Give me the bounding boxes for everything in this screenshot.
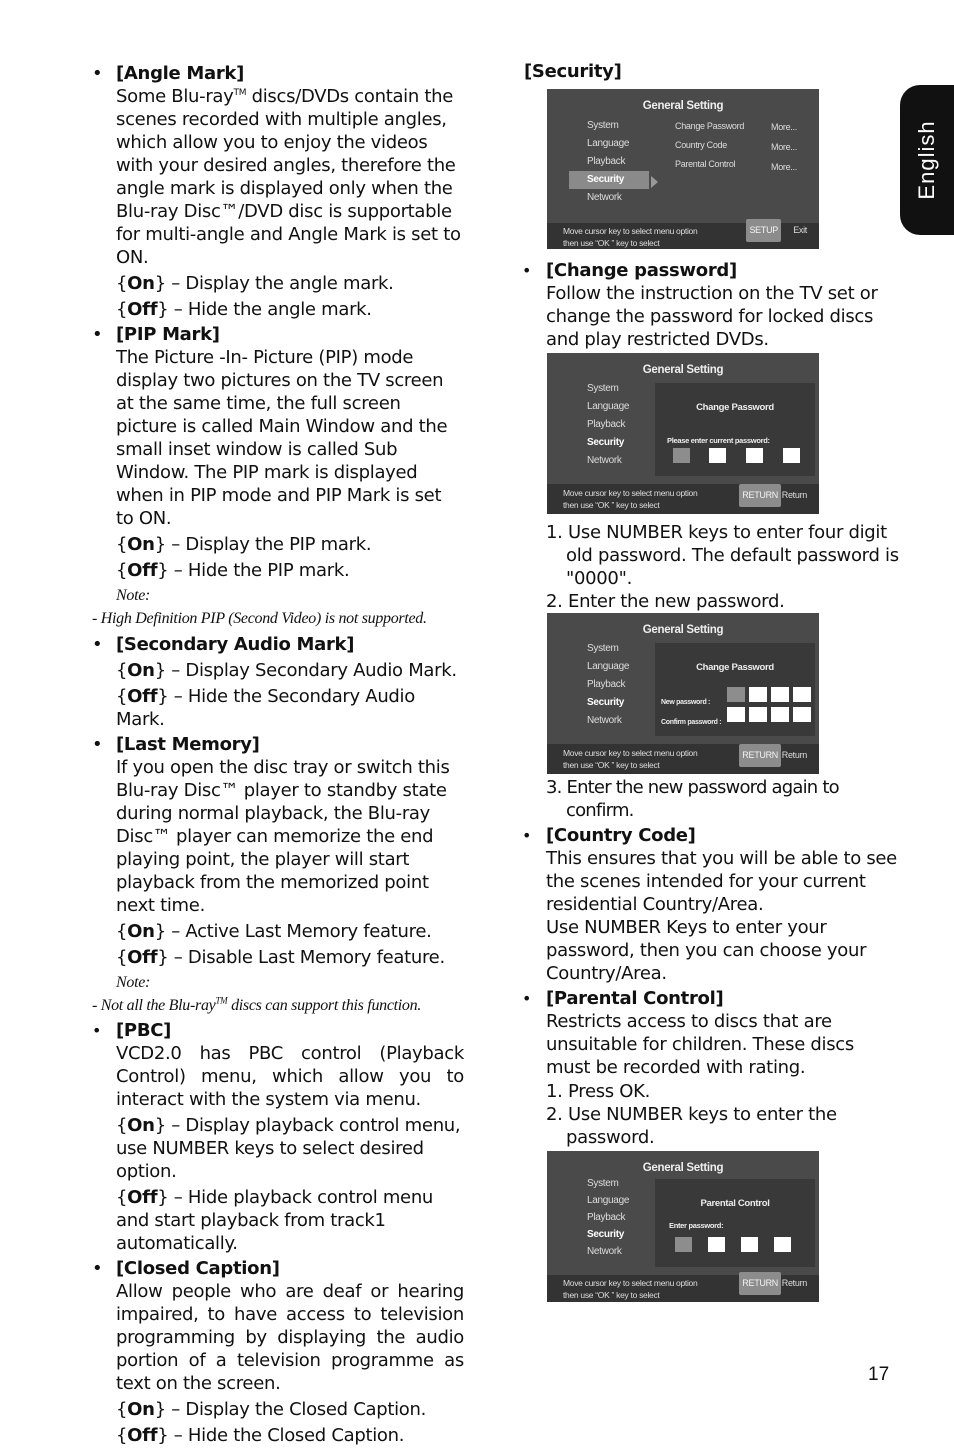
pip-note: - High Definition PIP (Second Video) is not supported. bbox=[92, 610, 427, 627]
password-digit-box[interactable] bbox=[673, 448, 690, 463]
new-password-label: New password : bbox=[661, 699, 711, 706]
step-1: 1. Use NUMBER keys to enter four digit old password. The default password is "0000". bbox=[546, 522, 899, 589]
language-tab bbox=[900, 85, 954, 235]
screen-footer: Move cursor key to select menu option then use “OK ” key to select bbox=[547, 484, 819, 514]
password-digit-box[interactable] bbox=[675, 1237, 692, 1252]
panel-title: Parental Control bbox=[700, 1198, 770, 1209]
security-options bbox=[675, 117, 744, 174]
right-column bbox=[522, 60, 902, 1302]
pip-mark-heading: [PIP Mark] bbox=[116, 324, 220, 345]
security-heading: [Security] bbox=[524, 61, 622, 82]
menu-item-language[interactable]: Language bbox=[587, 138, 630, 149]
menu-item-language[interactable]: Language bbox=[587, 661, 630, 672]
secondary-audio-off: {Off} – Hide the Secondary Audio Mark. bbox=[116, 686, 415, 730]
confirm-password-digit-box[interactable] bbox=[727, 707, 745, 722]
option-parental-control[interactable]: Parental Control bbox=[675, 159, 736, 169]
pbc-text: VCD2.0 has PBC control (Playback Control) menu, which allow you to interact with the system via menu. bbox=[116, 1043, 464, 1110]
closed-caption-text: Allow people who are deaf or hearing impaired, to have access to television programming by displaying the audio portion of a television programme as text on the screen. bbox=[116, 1281, 464, 1394]
option-change-password[interactable]: Change Password bbox=[675, 121, 745, 131]
setup-button[interactable]: SETUP bbox=[746, 219, 781, 242]
confirm-password-digit-box[interactable] bbox=[749, 707, 767, 722]
more-link[interactable]: More... bbox=[771, 122, 797, 132]
language-tab-label: English bbox=[914, 120, 939, 200]
password-digit-box[interactable] bbox=[774, 1237, 791, 1252]
menu-item-system[interactable]: System bbox=[587, 643, 619, 654]
return-label: Return bbox=[781, 750, 807, 760]
parental-control-section: • [Parental Control] Restricts access to discs that are unsuitable for children. These discs must be recorded with rating. 1. Press OK. 2. Use NUMBER keys to enter the password. bbox=[522, 987, 902, 1149]
change-password-panel bbox=[655, 383, 815, 476]
more-link[interactable]: More... bbox=[771, 162, 797, 172]
screen-parental-control bbox=[547, 1151, 819, 1302]
new-password-digit-box[interactable] bbox=[771, 687, 789, 702]
menu-item-security[interactable]: Security bbox=[587, 697, 625, 708]
parental-step-2: 2. Use NUMBER keys to enter the password. bbox=[546, 1104, 837, 1148]
new-password-digit-box[interactable] bbox=[727, 687, 745, 702]
country-code-text: This ensures that you will be able to see the scenes intended for your current residential Country/Area. bbox=[546, 848, 897, 915]
menu-item-system[interactable]: System bbox=[587, 120, 619, 131]
pbc-on: {On} – Display playback control menu, use NUMBER keys to select desired option. bbox=[116, 1115, 461, 1182]
angle-mark-off: {Off} – Hide the angle mark. bbox=[116, 299, 372, 320]
more-links bbox=[771, 117, 797, 177]
menu-item-playback[interactable]: Playback bbox=[587, 156, 626, 167]
menu-item-network[interactable]: Network bbox=[587, 715, 622, 726]
last-memory-on: {On} – Active Last Memory feature. bbox=[116, 921, 432, 942]
menu-item-system[interactable]: System bbox=[587, 383, 619, 394]
change-password-text: Follow the instruction on the TV set or change the password for locked discs and play restricted DVDs. bbox=[546, 283, 878, 350]
settings-menu bbox=[569, 1175, 649, 1260]
pip-mark-off: {Off} – Hide the PIP mark. bbox=[116, 560, 350, 581]
pbc-section: • [PBC] VCD2.0 has PBC control (Playback Control) menu, which allow you to interact with the system via menu. {On} – Display playback control menu, use NUMBER keys to select desired option. {Off} – Hide playback control menu and start playback from track1 automatically. bbox=[92, 1020, 464, 1254]
return-button[interactable]: RETURN bbox=[739, 484, 781, 507]
more-link[interactable]: More... bbox=[771, 142, 797, 152]
password-digit-box[interactable] bbox=[741, 1237, 758, 1252]
last-memory-off: {Off} – Disable Last Memory feature. bbox=[116, 947, 445, 968]
closed-caption-heading: [Closed Caption] bbox=[116, 1258, 280, 1279]
return-button[interactable]: RETURN bbox=[739, 1272, 781, 1295]
parental-control-text: Restricts access to discs that are unsuitable for children. These discs must be recorded with rating. bbox=[546, 1011, 854, 1078]
menu-item-system[interactable]: System bbox=[587, 1178, 619, 1189]
arrow-right-icon bbox=[651, 176, 658, 188]
last-memory-heading: [Last Memory] bbox=[116, 734, 260, 755]
confirm-password-label: Confirm password : bbox=[661, 719, 722, 726]
angle-mark-text: Some Blu-ray™ discs/DVDs contain the scenes recorded with multiple angles, which allow you to enjoy the videos with your desired angles, therefore the angle mark is displayed only when the Blu-ray Disc™/DVD disc is supportable for multi-angle and Angle Mark is set to ON. bbox=[116, 86, 461, 268]
pbc-heading: [PBC] bbox=[116, 1020, 172, 1041]
menu-item-network[interactable]: Network bbox=[587, 1246, 622, 1257]
password-digit-box[interactable] bbox=[708, 1237, 725, 1252]
confirm-password-digit-box[interactable] bbox=[771, 707, 789, 722]
angle-mark-heading: [Angle Mark] bbox=[116, 63, 245, 84]
return-label: Return bbox=[781, 1278, 807, 1288]
screen-footer: Move cursor key to select menu option then use “OK ” key to select bbox=[547, 744, 819, 774]
enter-password-prompt: Enter password: bbox=[669, 1221, 724, 1230]
settings-menu bbox=[569, 640, 649, 730]
screen-security-menu bbox=[547, 89, 819, 249]
change-password-section: • [Change password] Follow the instruction on the TV set or change the password for locked discs and play restricted DVDs. bbox=[522, 259, 902, 351]
menu-item-security[interactable]: Security bbox=[587, 437, 625, 448]
angle-mark-on: {On} – Display the angle mark. bbox=[116, 273, 394, 294]
parental-steps bbox=[546, 1080, 902, 1149]
last-memory-section: • [Last Memory] If you open the disc tray or switch this Blu-ray Disc™ player to standby state during normal playback, the Blu-ray Disc™ player can memorize the end playing point, the player will start playback from the memorized point next time. {On} – Active Last Memory feature. {Off} – Disable Last Memory feature. bbox=[92, 733, 464, 969]
screen-title: General Setting bbox=[642, 624, 724, 636]
left-column bbox=[92, 62, 464, 1449]
menu-item-language[interactable]: Language bbox=[587, 1195, 630, 1206]
parental-control-panel bbox=[655, 1179, 815, 1267]
country-code-text-2: Use NUMBER Keys to enter your password, then you can choose your Country/Area. bbox=[546, 917, 867, 984]
country-code-section: • [Country Code] This ensures that you will be able to see the scenes intended for your current residential Country/Area. Use NUMBER Keys to enter your password, then you can choose your Country/Area. bbox=[522, 824, 902, 985]
new-password-digit-box[interactable] bbox=[749, 687, 767, 702]
confirm-password-digit-box[interactable] bbox=[793, 707, 811, 722]
password-digit-box[interactable] bbox=[746, 448, 763, 463]
screen-change-password bbox=[547, 353, 819, 514]
pip-mark-section: • [PIP Mark] The Picture -In- Picture (PIP) mode display two pictures on the TV screen at the same time, the full screen picture is called Main Window and the small inset window is called Sub Window. The PIP mark is displayed when in PIP mode and PIP Mark is set to ON. {On} – Display the PIP mark. {Off} – Hide the PIP mark. bbox=[92, 323, 464, 582]
return-button[interactable]: RETURN bbox=[739, 744, 781, 767]
settings-menu bbox=[569, 380, 649, 470]
screen-title: General Setting bbox=[642, 1162, 724, 1174]
new-password-panel bbox=[655, 643, 815, 736]
menu-item-network[interactable]: Network bbox=[587, 455, 622, 466]
current-password-prompt: Please enter current password: bbox=[667, 436, 770, 445]
closed-caption-on: {On} – Display the Closed Caption. bbox=[116, 1399, 427, 1420]
menu-item-playback[interactable]: Playback bbox=[587, 1212, 626, 1223]
change-password-steps bbox=[522, 521, 902, 613]
option-country-code[interactable]: Country Code bbox=[675, 140, 727, 150]
exit-label: Exit bbox=[793, 225, 807, 235]
menu-item-playback[interactable]: Playback bbox=[587, 679, 626, 690]
parental-step-1: 1. Press OK. bbox=[546, 1081, 651, 1102]
last-memory-note: - Not all the Blu-ray™ discs can support this function. bbox=[92, 995, 422, 1014]
pip-mark-on: {On} – Display the PIP mark. bbox=[116, 534, 372, 555]
page-number: 17 bbox=[868, 1364, 890, 1385]
menu-item-language[interactable]: Language bbox=[587, 401, 630, 412]
menu-item-security[interactable]: Security bbox=[587, 1229, 625, 1240]
change-password-heading: [Change password] bbox=[546, 260, 737, 281]
secondary-audio-on: {On} – Display Secondary Audio Mark. bbox=[116, 660, 457, 681]
return-label: Return bbox=[781, 490, 807, 500]
password-digit-box[interactable] bbox=[709, 448, 726, 463]
step-3: 3. Enter the new password again to confirm. bbox=[546, 777, 839, 821]
screen-footer: Move cursor key to select menu option then use “OK ” key to select bbox=[547, 1275, 819, 1302]
angle-mark-section: • [Angle Mark] Some Blu-ray™ discs/DVDs contain the scenes recorded with multiple angles, which allow you to enjoy the videos with your desired angles, therefore the angle mark is displayed only when the Blu-ray Disc™/DVD disc is supportable for multi-angle and Angle Mark is set to ON. {On} – Display the angle mark. {Off} – Hide the angle mark. bbox=[92, 62, 464, 321]
pbc-off: {Off} – Hide playback control menu and start playback from track1 automatically. bbox=[116, 1187, 434, 1254]
menu-item-network[interactable]: Network bbox=[587, 192, 622, 203]
screen-title: General Setting bbox=[642, 364, 724, 376]
password-digit-box[interactable] bbox=[783, 448, 800, 463]
secondary-audio-section: • [Secondary Audio Mark] {On} – Display Secondary Audio Mark. {Off} – Hide the Secondary Audio Mark. bbox=[92, 633, 464, 731]
screen-new-password bbox=[547, 613, 819, 774]
country-code-heading: [Country Code] bbox=[546, 825, 696, 846]
pip-mark-text: The Picture -In- Picture (PIP) mode display two pictures on the TV screen at the same time, the full screen picture is called Main Window and the small inset window is called Sub Window. The PIP mark is displayed when in PIP mode and PIP Mark is set to ON. bbox=[116, 347, 448, 529]
closed-caption-section: • [Closed Caption] Allow people who are deaf or hearing impaired, to have access to television programming by displaying the audio portion of a television programme as text on the screen. {On} – Display the Closed Caption. {Off} – Hide the Closed Caption. bbox=[92, 1258, 464, 1446]
menu-item-playback[interactable]: Playback bbox=[587, 419, 626, 430]
closed-caption-off: {Off} – Hide the Closed Caption. bbox=[116, 1425, 405, 1446]
panel-title: Change Password bbox=[696, 662, 774, 673]
settings-menu bbox=[569, 117, 649, 207]
new-password-digit-box[interactable] bbox=[793, 687, 811, 702]
secondary-audio-heading: [Secondary Audio Mark] bbox=[116, 634, 355, 655]
step-2: 2. Enter the new password. bbox=[546, 591, 785, 612]
panel-title: Change Password bbox=[696, 402, 774, 413]
menu-item-security[interactable]: Security bbox=[569, 171, 649, 189]
screen-footer: Move cursor key to select menu option then use “OK ” key to select bbox=[547, 223, 819, 249]
last-memory-text: If you open the disc tray or switch this Blu-ray Disc™ player to standby state during normal playback, the Blu-ray Disc™ player can memorize the end playing point, the player will start playback from the memorized point next time. bbox=[116, 757, 450, 916]
screen-title: General Setting bbox=[642, 100, 724, 112]
pip-note-label: Note: bbox=[116, 587, 151, 604]
parental-control-heading: [Parental Control] bbox=[546, 988, 724, 1009]
last-memory-note-label: Note: bbox=[116, 974, 151, 991]
